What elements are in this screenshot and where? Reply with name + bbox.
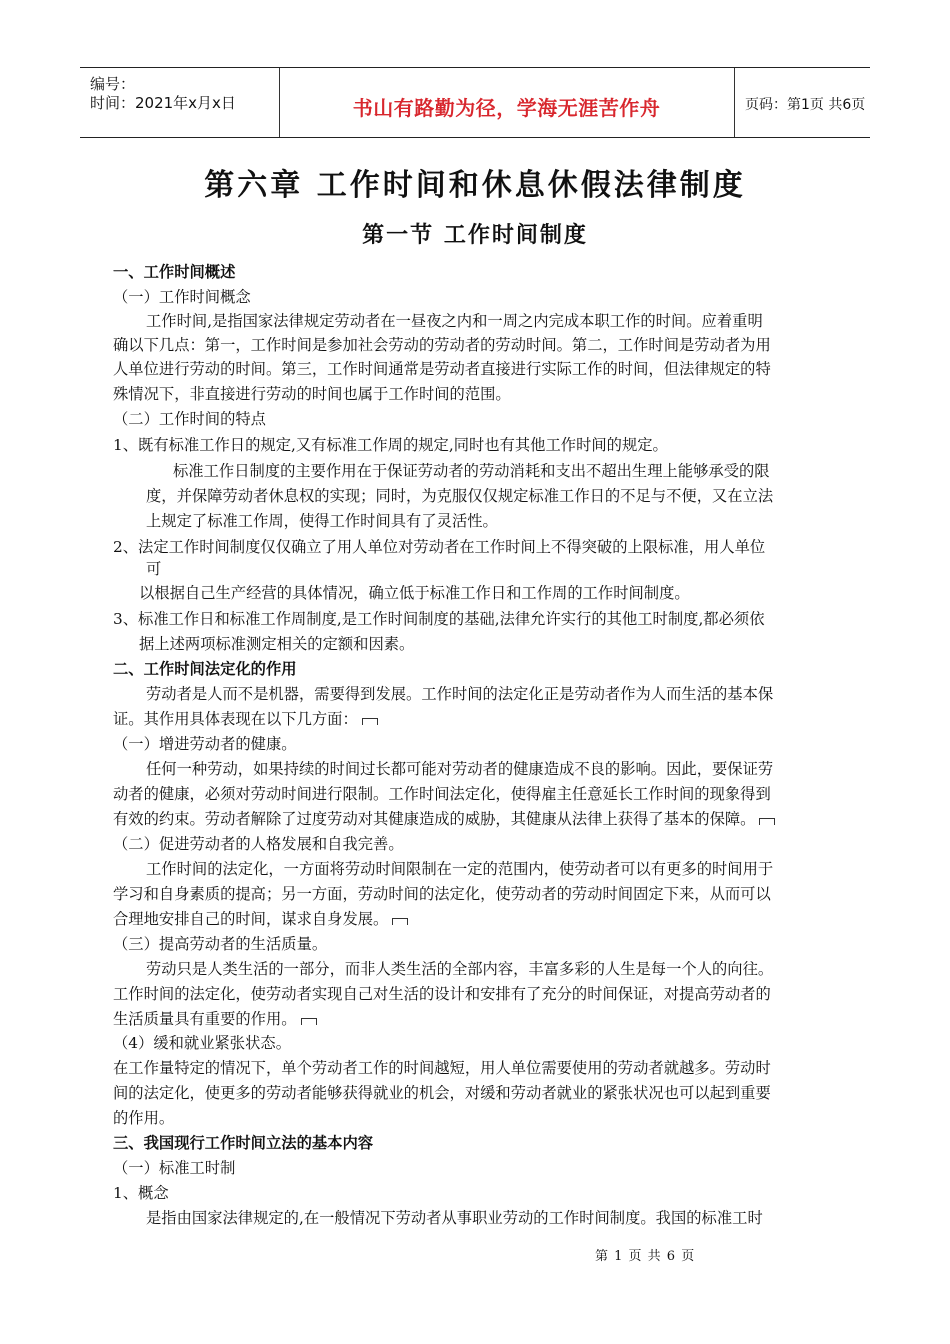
edit-mark-icon bbox=[362, 718, 378, 725]
paragraph-line: 的作用。 bbox=[113, 1109, 175, 1127]
subheading-2-1: （一）增进劳动者的健康。 bbox=[113, 735, 297, 753]
paragraph-text: 有效的约束。劳动者解除了过度劳动对其健康造成的威胁，其健康从法律上获得了基本的保障。 bbox=[113, 810, 756, 828]
paragraph-line: 标准工作日制度的主要作用在于保证劳动者的劳动消耗和支出不超出生理上能够承受的限 bbox=[173, 462, 770, 480]
paragraph-line: 劳动者是人而不是机器，需要得到发展。工作时间的法定化正是劳动者作为人而生活的基本保 bbox=[146, 685, 774, 703]
list-item: 3、标准工作日和标准工作周制度,是工作时间制度的基础,法律允许实行的其他工时制度,都必须依 bbox=[113, 610, 765, 628]
paragraph-text: 合理地安排自己的时间，谋求自身发展。 bbox=[113, 910, 389, 928]
page-footer: 第 1 页 共 6 页 bbox=[595, 1249, 696, 1264]
paragraph-line: 据上述两项标准测定相关的定额和因素。 bbox=[139, 635, 415, 653]
section-title: 第一节 工作时间制度 bbox=[362, 222, 588, 248]
paragraph-text: 证。其作用具体表现在以下几方面： bbox=[113, 710, 358, 728]
paragraph-line: 可 bbox=[146, 560, 162, 578]
paragraph-line: 工作时间的法定化，使劳动者实现自己对生活的设计和安排有了充分的时间保证，对提高劳动者的 bbox=[113, 985, 771, 1003]
paragraph-line: 工作时间,是指国家法律规定劳动者在一昼夜之内和一周之内完成本职工作的时间。应着重明 bbox=[146, 312, 763, 330]
subheading-1-2: （二）工作时间的特点 bbox=[113, 410, 266, 428]
chapter-title: 第六章 工作时间和休息休假法律制度 bbox=[204, 168, 746, 203]
paragraph-line: 确以下几点：第一，工作时间是参加社会劳动的劳动者的劳动时间。第二，工作时间是劳动者为用 bbox=[113, 336, 771, 354]
edit-mark-icon bbox=[301, 1018, 317, 1025]
subheading-2-2: （二）促进劳动者的人格发展和自我完善。 bbox=[113, 835, 404, 853]
paragraph-line: 人单位进行劳动的时间。第三，工作时间通常是劳动者直接进行实际工作的时间，但法律规定的特 bbox=[113, 360, 771, 378]
paragraph-line bbox=[113, 1009, 317, 1029]
paragraph-line: 以根据自己生产经营的具体情况，确立低于标准工作日和工作周的工作时间制度。 bbox=[139, 584, 690, 602]
list-item: 1、概念 bbox=[113, 1184, 169, 1202]
paragraph-line: 在工作量特定的情况下，单个劳动者工作的时间越短，用人单位需要使用的劳动者就越多。劳动时 bbox=[113, 1059, 771, 1077]
paragraph-text: 生活质量具有重要的作用。 bbox=[113, 1010, 297, 1028]
paragraph-line: 殊情况下，非直接进行劳动的时间也属于工作时间的范围。 bbox=[113, 385, 511, 403]
paragraph-line: 工作时间的法定化，一方面将劳动时间限制在一定的范围内，使劳动者可以有更多的时间用于 bbox=[146, 860, 774, 878]
motto-text: 书山有路勤为径，学海无涯苦作舟 bbox=[352, 96, 661, 120]
paragraph-line: 是指由国家法律规定的,在一般情况下劳动者从事职业劳动的工作时间制度。我国的标准工时 bbox=[146, 1209, 763, 1227]
paragraph-line: 劳动只是人类生活的一部分，而非人类生活的全部内容，丰富多彩的人生是每一个人的向往。 bbox=[146, 960, 774, 978]
header-meta-cell bbox=[80, 68, 280, 137]
header-page-cell bbox=[735, 68, 870, 137]
header-motto-cell bbox=[279, 68, 735, 137]
paragraph-line: 度，并保障劳动者休息权的实现；同时，为克服仅仅规定标准工作日的不足与不便，又在立法 bbox=[146, 487, 774, 505]
paragraph-line bbox=[113, 809, 775, 829]
heading-1: 一、工作时间概述 bbox=[113, 263, 236, 281]
heading-2: 二、工作时间法定化的作用 bbox=[113, 660, 297, 678]
heading-3: 三、我国现行工作时间立法的基本内容 bbox=[113, 1134, 374, 1152]
list-item: 2、法定工作时间制度仅仅确立了用人单位对劳动者在工作时间上不得突破的上限标准，用人单位 bbox=[113, 538, 766, 556]
subheading-2-4: （4）缓和就业紧张状态。 bbox=[113, 1034, 291, 1052]
subheading-3-1: （一）标准工时制 bbox=[113, 1159, 236, 1177]
edit-mark-icon bbox=[759, 818, 775, 825]
paragraph-line: 动者的健康，必须对劳动时间进行限制。工作时间法定化，使得雇主任意延长工作时间的现象得到 bbox=[113, 785, 771, 803]
subheading-2-3: （三）提高劳动者的生活质量。 bbox=[113, 935, 328, 953]
number-label: 编号： bbox=[90, 75, 136, 93]
subheading-1-1: （一）工作时间概念 bbox=[113, 288, 251, 306]
paragraph-line bbox=[113, 909, 408, 929]
edit-mark-icon bbox=[392, 918, 408, 925]
paragraph-line: 学习和自身素质的提高；另一方面，劳动时间的法定化，使劳动者的劳动时间固定下来，从而可以 bbox=[113, 885, 771, 903]
time-label: 时间：2021年x月x日 bbox=[90, 94, 236, 112]
paragraph-line: 上规定了标准工作周，使得工作时间具有了灵活性。 bbox=[146, 512, 498, 530]
list-item: 1、既有标准工作日的规定,又有标准工作周的规定,同时也有其他工作时间的规定。 bbox=[113, 436, 668, 454]
paragraph-line: 任何一种劳动，如果持续的时间过长都可能对劳动者的健康造成不良的影响。因此，要保证劳 bbox=[146, 760, 774, 778]
page-info: 页码：第1页 共6页 bbox=[745, 97, 866, 113]
paragraph-line bbox=[113, 709, 378, 729]
paragraph-line: 间的法定化，使更多的劳动者能够获得就业的机会，对缓和劳动者就业的紧张状况也可以起到重要 bbox=[113, 1084, 771, 1102]
header-table bbox=[80, 67, 870, 138]
